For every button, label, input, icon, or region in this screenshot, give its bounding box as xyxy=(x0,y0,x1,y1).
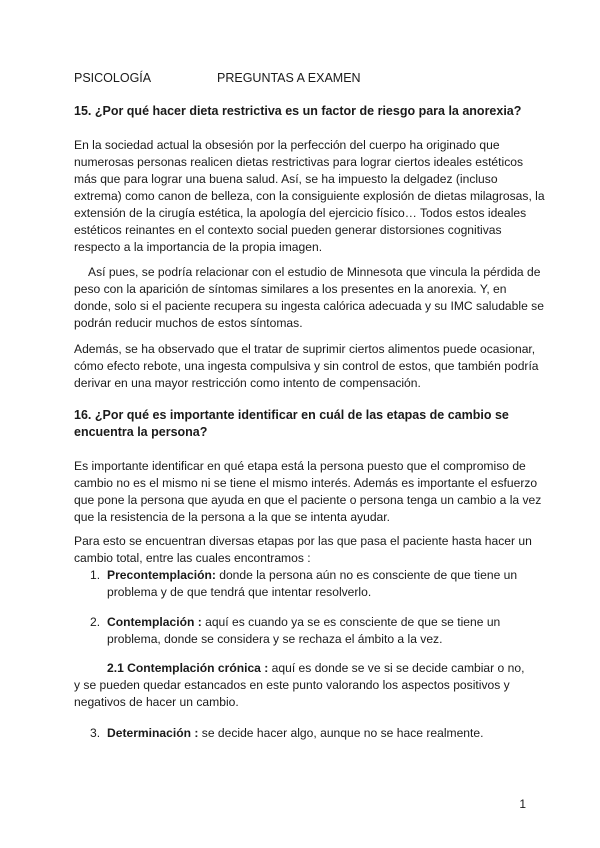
sub-item-term: 2.1 Contemplación crónica : xyxy=(107,661,269,675)
sub-item-text: aquí es donde se ve si se decide cambiar o no, xyxy=(268,661,525,675)
list-item-contemplacion xyxy=(90,614,530,648)
list-item-determinacion xyxy=(90,725,530,742)
sub-item-text-continued: y se pueden quedar estancados en este punto valorando los aspectos positivos y negativos de hacer un cambio. xyxy=(74,678,510,709)
q15-paragraph-2: Así pues, se podría relacionar con el estudio de Minnesota que vincula la pérdida de peso con la aparición de síntomas similares a los presentes en la anorexia. Y, en donde, solo si el paciente recupera su ingesta calórica adecuada y su IMC saludable se podrán reducir muchos de estos síntomas. xyxy=(74,265,544,330)
header-subject: PSICOLOGÍA xyxy=(74,71,152,85)
sub-item-contemplacion-cronica xyxy=(74,660,546,711)
list-text-continued: problema y de que tendrá que intentar resolverlo. xyxy=(107,585,372,599)
list-text: se decide hacer algo, aunque no se hace realmente. xyxy=(198,726,484,740)
q15-paragraph-1: En la sociedad actual la obsesión por la perfección del cuerpo ha originado que numerosas personas realicen dietas restrictivas para lograr ciertos ideales estéticos más que para lograr una buena salud. Así, se ha impuesto la delgadez (incluso extrema) como canon de belleza, con la consiguiente explosión de dietas milagrosas, la extensión de la cirugía estética, la apología del ejercicio físico… Todos estos ideales estéticos reinantes en el contexto social pueden generar distorsiones cognitivas respecto a la importancia de la propia imagen. xyxy=(74,138,545,254)
list-text-continued: problema, donde se considera y se rechaza el ámbito a la vez. xyxy=(107,632,443,646)
q15-paragraph-3: Además, se ha observado que el tratar de suprimir ciertos alimentos puede ocasionar, cómo efecto rebote, una ingesta compulsiva y sin control de estos, que también podría derivar en una mayor restricción como intento de compensación. xyxy=(74,342,539,390)
question-16-title: 16. ¿Por qué es importante identificar en cuál de las etapas de cambio se encuentra la persona? xyxy=(74,408,509,439)
q16-paragraph-1: Es importante identificar en qué etapa está la persona puesto que el compromiso de cambio no es el mismo ni se tiene el mismo interés. Además es importante el esfuerzo que pone la persona que ayuda en que el paciente o persona tenga un cambio a la vez que la resistencia de la persona a la que se intenta ayudar. xyxy=(74,459,542,524)
page-header xyxy=(74,71,361,85)
header-title: PREGUNTAS A EXAMEN xyxy=(217,71,361,85)
list-term: Determinación : xyxy=(107,726,199,740)
list-text: aquí es cuando ya se es consciente de que se tiene un xyxy=(201,615,501,629)
list-term: Contemplación : xyxy=(107,615,202,629)
q16-paragraph-2: Para esto se encuentran diversas etapas por las que pasa el paciente hasta hacer un cambio total, entre las cuales encontramos : xyxy=(74,534,532,565)
list-number: 2. xyxy=(90,615,101,629)
list-text: donde la persona aún no es consciente de que tiene un xyxy=(215,568,518,582)
question-15-title: 15. ¿Por qué hacer dieta restrictiva es un factor de riesgo para la anorexia? xyxy=(74,104,522,118)
list-number: 3. xyxy=(90,726,101,740)
page-number: 1 xyxy=(519,797,526,811)
list-item-precontemplacion xyxy=(90,567,530,601)
list-term: Precontemplación: xyxy=(107,568,216,582)
list-number: 1. xyxy=(90,568,101,582)
